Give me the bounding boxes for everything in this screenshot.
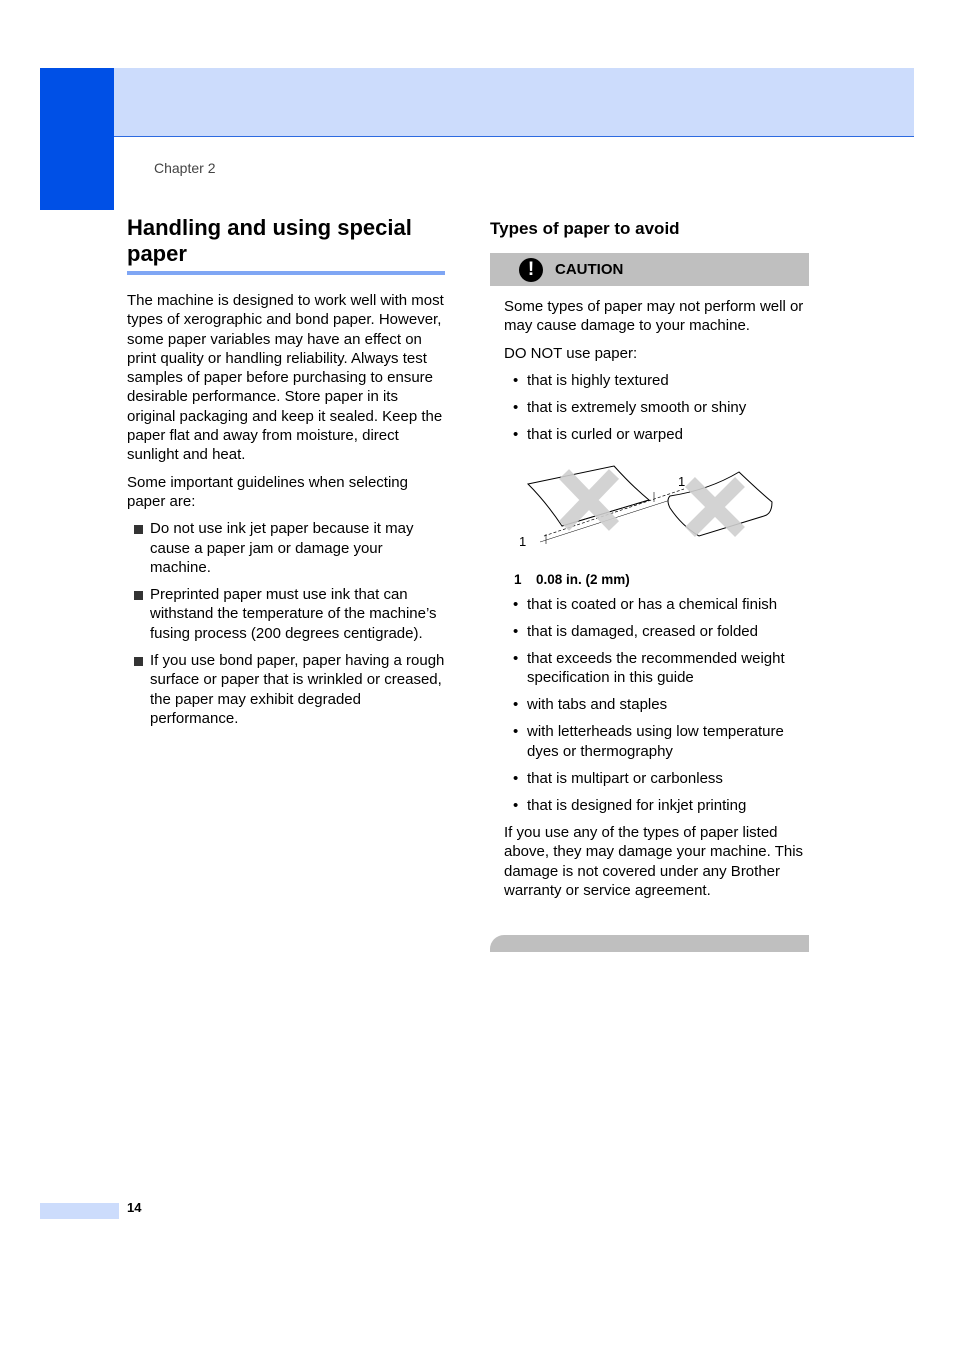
list-item-text: with tabs and staples (527, 696, 668, 714)
callout-1-left: 1 (519, 534, 527, 550)
list-item (504, 398, 809, 417)
list-item-text: that exceeds the recommended weight specification in this guide (527, 650, 785, 687)
avoid-list-2 (504, 595, 809, 815)
warning-paragraph: If you use any of the types of paper listed above, they may damage your machine. This damage is not covered under any Brother warranty or service agreement. (504, 823, 804, 899)
caution-label: CAUTION (555, 261, 624, 278)
list-item-text: If you use bond paper, paper having a rough surface or paper that is wrinkled or creased, the paper may exhibit degraded performance. (150, 652, 445, 727)
title-rule (127, 271, 445, 275)
list-item (504, 622, 809, 641)
list-item-text: that is multipart or carbonless (527, 769, 723, 787)
list-item (504, 722, 809, 761)
subsection-title: Types of paper to avoid (490, 219, 680, 238)
exclamation-icon: ! (519, 258, 543, 282)
list-item-text: Preprinted paper must use ink that can withstand the temperature of the machine’s fusing process (200 degrees centigrade). (150, 586, 437, 642)
page-number: 14 (127, 1200, 142, 1215)
bullet-icon: • (513, 398, 519, 416)
do-not-use-label: DO NOT use paper: (504, 344, 638, 362)
list-item (504, 371, 809, 390)
caution-footer-bar (490, 935, 809, 952)
list-item (127, 519, 445, 577)
intro-paragraph: The machine is designed to work well with most types of xerographic and bond paper. However, some paper variables may have an effect on print quality or handling reliability. Always test samples of paper before purchasing to ensure desirable performance. Store paper in its original packaging and keep it sealed. Keep the paper flat and away from moisture, direct sunlight and heat. (127, 292, 444, 464)
caution-intro: Some types of paper may not perform well or may cause damage to your machine. (504, 298, 804, 335)
left-column (127, 215, 445, 736)
square-bullet-icon (134, 591, 143, 600)
bullet-icon: • (513, 623, 519, 641)
bullet-icon: • (513, 371, 519, 389)
guidelines-list (127, 519, 445, 728)
caution-body (504, 297, 809, 908)
list-item-text: that is highly textured (527, 371, 669, 389)
chapter-side-tab (40, 68, 114, 210)
list-item-text: that is extremely smooth or shiny (527, 398, 747, 416)
list-item-text: that is coated or has a chemical finish (527, 596, 778, 614)
callout-1-right: 1 (678, 474, 686, 490)
list-item (504, 649, 809, 688)
list-item (504, 796, 809, 815)
curled-paper-figure (514, 454, 794, 564)
figure-note (514, 572, 809, 587)
list-item (504, 769, 809, 788)
list-item-text: with letterheads using low temperature dyes or thermography (527, 723, 784, 760)
figure-note-text: 0.08 in. (2 mm) (536, 572, 630, 588)
square-bullet-icon (134, 657, 143, 666)
list-item-text: that is curled or warped (527, 425, 683, 443)
guidelines-intro: Some important guidelines when selecting paper are: (127, 473, 408, 510)
list-item (504, 695, 809, 714)
list-item (127, 585, 445, 643)
chapter-label: Chapter 2 (154, 160, 216, 176)
list-item-text: that is damaged, creased or folded (527, 623, 758, 641)
section-title: Handling and using special paper (127, 215, 412, 266)
bullet-icon: • (513, 769, 519, 787)
bullet-icon: • (513, 596, 519, 614)
list-item (127, 651, 445, 728)
bullet-icon: • (513, 425, 519, 443)
bullet-icon: • (513, 650, 519, 668)
square-bullet-icon (134, 525, 143, 534)
curled-paper-illustration (514, 454, 794, 564)
avoid-list-1 (504, 371, 809, 444)
list-item-text: that is designed for inkjet printing (527, 796, 747, 814)
bullet-icon: • (513, 796, 519, 814)
list-item (504, 425, 809, 444)
list-item-text: Do not use ink jet paper because it may cause a paper jam or damage your machine. (150, 520, 414, 576)
list-item (504, 595, 809, 614)
footer-bar (40, 1203, 119, 1219)
header-band (114, 68, 914, 137)
bullet-icon: • (513, 723, 519, 741)
right-column (490, 215, 809, 899)
figure-note-number: 1 (514, 572, 522, 588)
bullet-icon: • (513, 696, 519, 714)
caution-header (490, 253, 809, 286)
